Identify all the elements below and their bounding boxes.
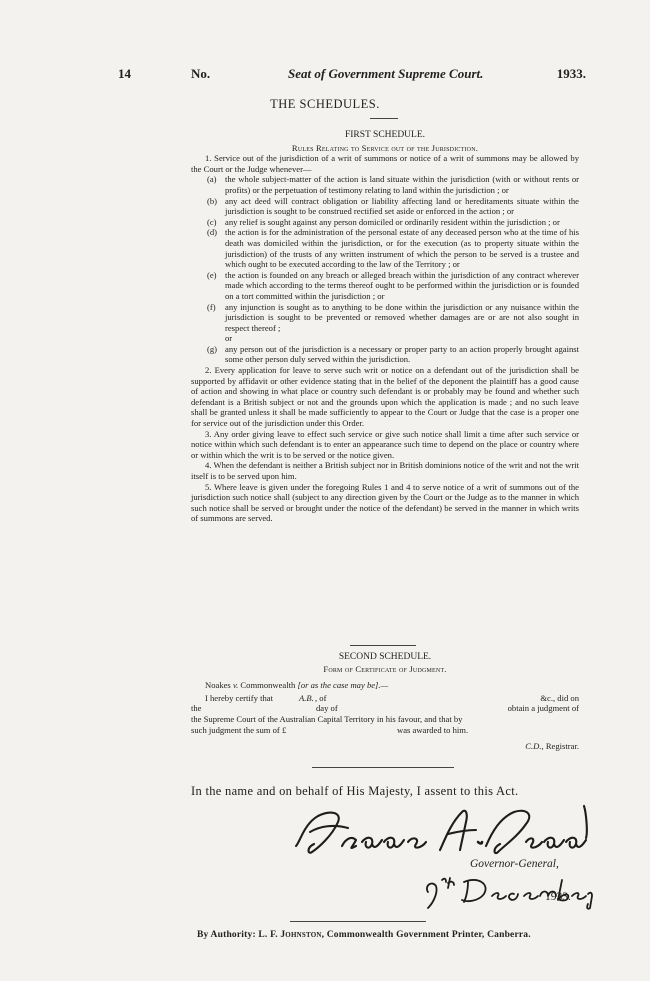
second-schedule-subheading: Form of Certificate of Judgment. [323,663,447,674]
rule-3: 3. Any order giving leave to effect such service or give such notice shall limit a time after such service or notice within which such defendant is to enter an appearance such time to depend on the place or country where or within which the writ is to be served or the notice given. [191,428,579,460]
first-schedule [191,130,579,524]
case-title: Noakes v. Commonwealth [or as the case may be].— [205,680,389,691]
rule-2: 2. Every application for leave to serve such writ or notice on a defendant out of the jurisdiction shall be supported by affidavit or other evidence stating that in the belief of the deponent the plaintiff has a good cause of action and showing in what place or country such defendant is or probably may be found and whether such defendant is a British subject or not and the grounds upon which the application is made ; and no such leave shall be granted unless it shall be made sufficiently to appear to the Court or Judge that the case is a proper one for service out of the jurisdiction under this Order. [191,365,579,429]
certificate-line-4: such judgment the sum of £ was awarded to him. [191,724,469,735]
list-item: (g) any person out of the jurisdiction is a necessary or proper party to an action properly brought against some other person duly served within the jurisdiction. [207,343,579,365]
divider [350,645,416,646]
signature-isaac-isaacs [290,802,590,858]
certificate-line-3: the Supreme Court of the Australian Capital Territory in his favour, and that by [191,713,463,724]
second-schedule-heading: SECOND SCHEDULE. [338,652,432,662]
list-item: (c) any relief is sought against any person domiciled or ordinarily resident within the jurisdiction ; or [207,216,560,227]
act-number-label: No. [191,66,211,81]
divider [312,767,454,768]
second-schedule [191,652,579,752]
rule-5: 5. Where leave is given under the foregoing Rules 1 and 4 to serve notice of a writ of summons out of the jurisdiction such notice shall (subject to any direction given by the Court or the Judge as to the manner in which such notice shall be served or brought under the notice of the defendant) be served in the manner in which writs of summons are served. [191,481,579,524]
list-item: (a) the whole subject-matter of the action is land situate within the jurisdiction (with or without rents or profits) or the perpetuation of testimony relating to land within the jurisdiction ; or [207,174,579,195]
list-item: (d) the action is for the administration of the personal estate of any deceased person who at the time of his death was domiciled within the jurisdiction, or for the execution (as to property situate within the jurisdiction) of the trusts of any written instrument of which the person to be served is a trustee and which ought to be executed according to the law of the Territory ; or [207,227,579,270]
divider [290,921,426,922]
header-year: 1933. [556,66,586,81]
list-item-or: or [225,333,233,344]
schedules-title: THE SCHEDULES. [270,97,380,111]
first-schedule-subheading: Rules Relating to Service out of the Jurisdiction. [291,142,479,153]
rule-4: 4. When the defendant is neither a British subject nor in British dominions notice of the writ and not the writ itself is to be served upon him. [191,460,579,481]
list-item: (f) any injunction is sought as to anything to be done within the jurisdiction or any nuisance within the jurisdiction is sought to be prevented or removed whether damages are or are not also sought in respect thereof ; [207,301,579,333]
printer-authority: By Authority: L. F. Johnston, Commonwealth Government Printer, Canberra. [197,930,531,940]
page-header [118,66,588,84]
divider [370,118,398,119]
certificate-line-1: I hereby certify that A.B. , of &c., did on [205,692,579,703]
page-number: 14 [118,66,131,81]
assent-statement: In the name and on behalf of His Majesty, I assent to this Act. [191,784,519,798]
handwritten-date-9th-december [418,872,598,910]
governor-general-title: Governor-General, [470,858,559,870]
certificate-line-2: the day of obtain a judgment of [191,703,579,714]
date-year: 1933. [545,891,571,903]
list-item: (b) any act deed will contract obligation or liability affecting land or hereditaments situate within the jurisdiction is sought to be construed rectified set aside or enforced in the action ; or [207,195,579,217]
running-title: Seat of Government Supreme Court. [288,66,484,81]
list-item: (e) the action is founded on any breach or alleged breach within the jurisdiction of any contract wherever made which according to the terms thereof ought to be performed within the jurisdiction or is founded on a tort committed within the jurisdiction ; or [207,269,579,301]
rule-1: 1. Service out of the jurisdiction of a writ of summons or notice of a writ of summons may be allowed by the Court or the Judge whenever— [191,153,579,174]
first-schedule-heading: FIRST SCHEDULE. [344,130,426,140]
registrar: C.D., Registrar. [525,741,579,752]
